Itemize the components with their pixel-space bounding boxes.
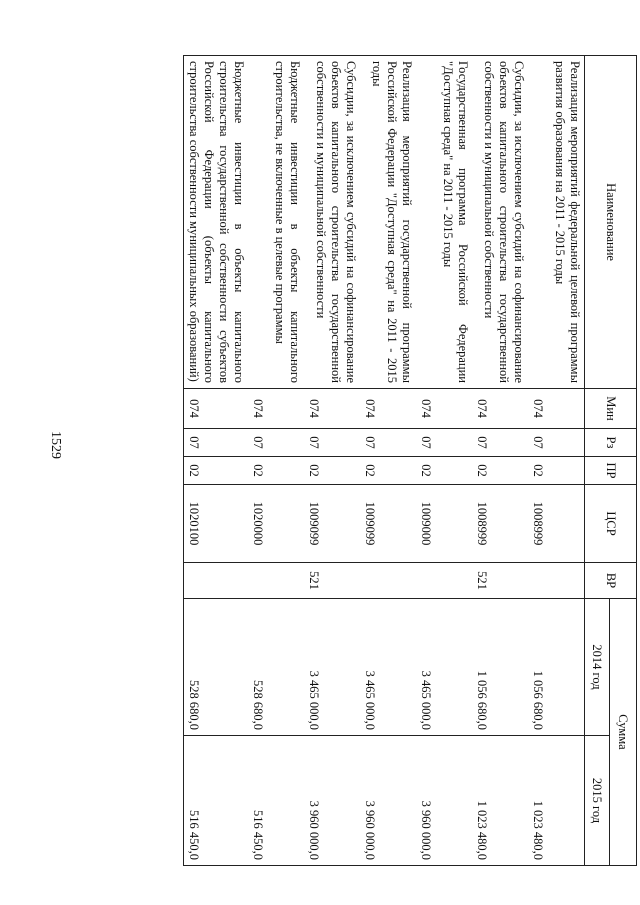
row-min: 074 (249, 389, 305, 429)
header-rz: Рз (585, 429, 637, 457)
row-pr: 02 (305, 457, 361, 485)
row-csr: 1020100 (184, 485, 249, 563)
row-sum-2015: 1 023 480,0 (473, 736, 529, 866)
budget-table (184, 55, 638, 866)
header-name: Наименование (585, 56, 637, 389)
table-row (361, 56, 417, 866)
table-header (585, 56, 637, 866)
row-sum-2015: 1 023 480,0 (529, 736, 585, 866)
row-min: 074 (305, 389, 361, 429)
table-row (529, 56, 585, 866)
table-row (249, 56, 305, 866)
row-vr (529, 563, 585, 599)
rotated-document (94, 55, 637, 865)
row-pr: 02 (184, 457, 249, 485)
row-rz: 07 (249, 429, 305, 457)
table-row (417, 56, 473, 866)
header-vr: ВР (585, 563, 637, 599)
row-name: Субсидии, за исключением субсидий на софинансирование объектов капитального строительства государственной собственности и муниципальной собственности (473, 56, 529, 389)
row-csr: 1009000 (417, 485, 473, 563)
row-sum-2014: 528 680,0 (249, 599, 305, 736)
row-pr: 02 (473, 457, 529, 485)
row-sum-2014: 528 680,0 (184, 599, 249, 736)
row-pr: 02 (249, 457, 305, 485)
row-csr: 1009099 (305, 485, 361, 563)
row-min: 074 (529, 389, 585, 429)
header-csr: ЦСР (585, 485, 637, 563)
header-sum: Сумма (610, 599, 637, 866)
row-sum-2015: 516 450,0 (184, 736, 249, 866)
row-name: Субсидии, за исключением субсидий на софинансирование объектов капитального строительства государственной собственности и муниципальной собственности (305, 56, 361, 389)
row-min: 074 (417, 389, 473, 429)
row-sum-2014: 1 056 680,0 (529, 599, 585, 736)
row-pr: 02 (529, 457, 585, 485)
row-csr: 1009099 (361, 485, 417, 563)
row-sum-2015: 3 960 000,0 (417, 736, 473, 866)
row-sum-2015: 3 960 000,0 (305, 736, 361, 866)
table-row (184, 56, 249, 866)
row-csr: 1020000 (249, 485, 305, 563)
row-vr: 521 (473, 563, 529, 599)
table-row (305, 56, 361, 866)
header-min: Мин (585, 389, 637, 429)
row-rz: 07 (417, 429, 473, 457)
row-sum-2014: 3 465 000,0 (361, 599, 417, 736)
row-rz: 07 (473, 429, 529, 457)
table-body (184, 56, 585, 866)
row-rz: 07 (184, 429, 249, 457)
row-rz: 07 (305, 429, 361, 457)
row-vr (184, 563, 249, 599)
row-name: Реализация мероприятий федеральной целевой программы развития образования на 2011 - 2015 годы (529, 56, 585, 389)
row-sum-2014: 3 465 000,0 (305, 599, 361, 736)
table-row (473, 56, 529, 866)
header-pr: ПР (585, 457, 637, 485)
page-number: 1529 (48, 431, 63, 459)
row-sum-2015: 3 960 000,0 (361, 736, 417, 866)
row-vr: 521 (305, 563, 361, 599)
row-vr (361, 563, 417, 599)
row-pr: 02 (417, 457, 473, 485)
row-sum-2014: 1 056 680,0 (473, 599, 529, 736)
header-2015: 2015 год (585, 736, 610, 866)
row-min: 074 (361, 389, 417, 429)
row-pr: 02 (361, 457, 417, 485)
row-vr (417, 563, 473, 599)
header-2014: 2014 год (585, 599, 610, 736)
row-name: Реализация мероприятий государственной программы Российской Федерации "Доступная среда" на 2011 - 2015 годы (361, 56, 417, 389)
row-rz: 07 (361, 429, 417, 457)
row-name: Бюджетные инвестиции в объекты капитального строительства государственной собственности субъектов Российской Федерации (объекты капитального строительства собственности муниципальных образований) (184, 56, 249, 389)
row-name: Государственная программа Российской Федерации "Доступная среда" на 2011 - 2015 годы (417, 56, 473, 389)
row-name: Бюджетные инвестиции в объекты капитального строительства, не включенные в целевые программы (249, 56, 305, 389)
row-rz: 07 (529, 429, 585, 457)
row-csr: 1008999 (473, 485, 529, 563)
row-sum-2015: 516 450,0 (249, 736, 305, 866)
row-csr: 1008999 (529, 485, 585, 563)
row-min: 074 (473, 389, 529, 429)
row-vr (249, 563, 305, 599)
row-sum-2014: 3 465 000,0 (417, 599, 473, 736)
row-min: 074 (184, 389, 249, 429)
